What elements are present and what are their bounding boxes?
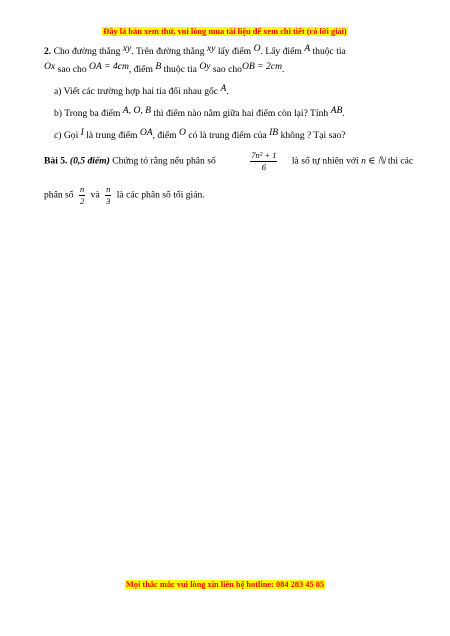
preview-banner: Đây là bản xem thử, vui lòng mua tài liệu để xem chi tiết (có lời giải)	[103, 27, 347, 36]
problem-2-part-b: b) Trong ba điểm A, O, B thì điểm nào nằm giữa hai điểm còn lại? Tính AB.	[54, 105, 345, 119]
fraction-n-over-3: $\frac{n}{3}$	[106, 184, 111, 206]
problem-5-line-2: phân số $\frac{n}{2}$ và $\frac{n}{3}$ là các phân số tối giản.	[44, 184, 205, 206]
fraction-n-over-2: $\frac{n}{2}$	[79, 184, 85, 206]
problem-2-part-c: c) Gọi I là trung điểm OA, điểm O có là trung điểm của IB không ? Tại sao?	[54, 127, 346, 141]
problem-2-number: 2.	[44, 46, 52, 57]
document-body	[44, 43, 416, 212]
condition-n-in-N: n ∈ ℕ	[361, 155, 386, 167]
problem-5-line-1: Bài 5. (0,5 điểm) Chứng tỏ rằng nếu phân số $\frac{\text{7n² + 1}}{6}$ là số tự nhiên với n ∈ ℕ thì các	[44, 150, 414, 172]
problem-2-part-a: a) Viết các trường hợp hai tia đối nhau gốc A.	[54, 83, 229, 97]
hotline-banner: Mọi thắc mắc vui lòng xin liên hệ hotline: 084 283 45 85	[125, 580, 325, 589]
problem-5-title: Bài 5.	[44, 155, 68, 167]
problem-5-points: (0,5 điểm)	[69, 155, 110, 167]
problem-2-line-1: 2. Cho đường thẳng xy. Trên đường thẳng xy lấy điểm O. Lấy điểm A thuộc tia	[44, 43, 346, 57]
fraction-7n2-plus-1-over-6: $\frac{\text{7n² + 1}}{6}$	[251, 150, 277, 172]
problem-2-line-2: Ox sao cho OA = 4cm, điểm B thuộc tia Oy sao choOB = 2cm.	[44, 61, 285, 75]
